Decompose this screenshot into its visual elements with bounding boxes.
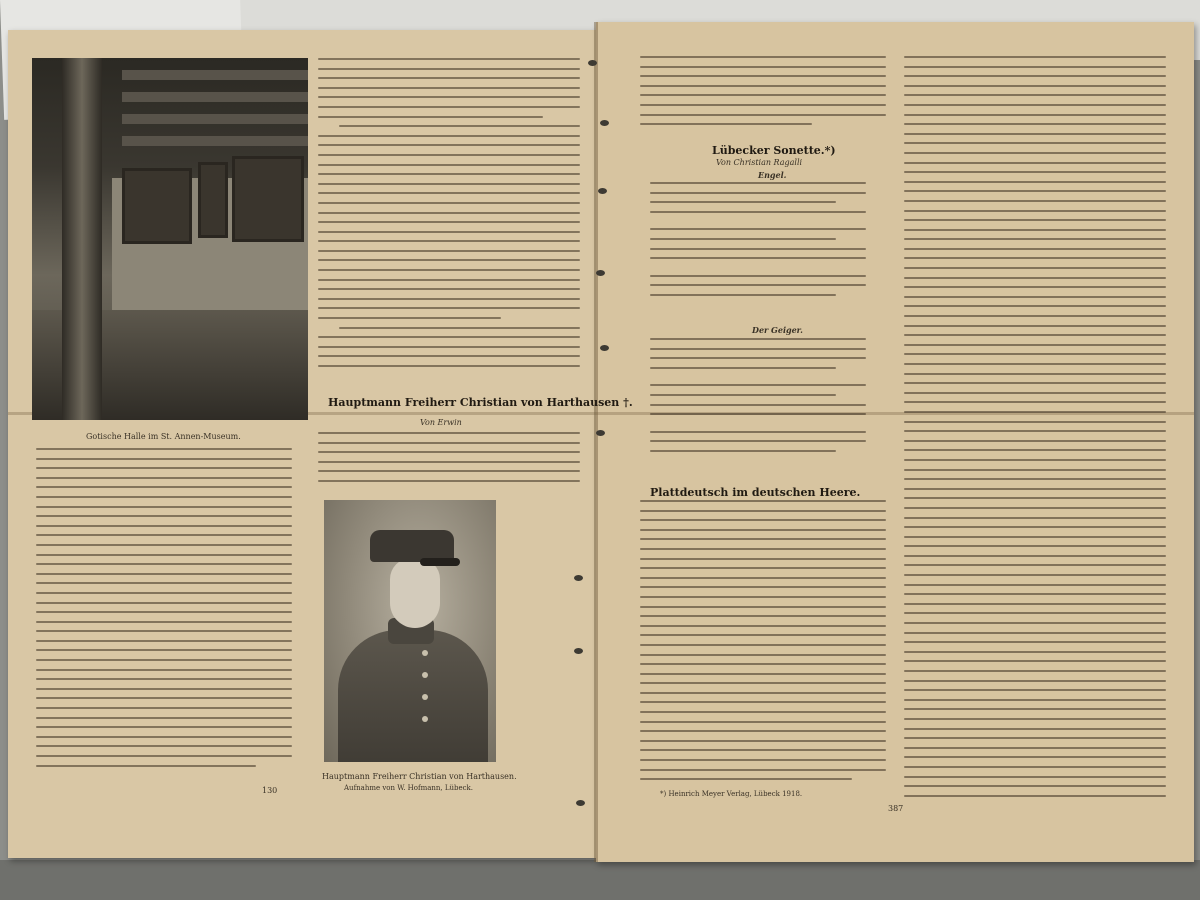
binding-hole — [588, 60, 597, 66]
left-page-number: 130 — [262, 786, 278, 795]
museum-hall-photo — [32, 58, 308, 420]
interior-photo-caption: Gotische Halle im St. Annen-Museum. — [86, 432, 241, 441]
poem-one-title: Engel. — [758, 170, 787, 180]
poem-one-text — [650, 182, 866, 320]
binding-hole — [598, 188, 607, 194]
binding-hole — [600, 345, 609, 351]
right-page-right-column-text — [904, 56, 1166, 798]
poems-byline: Von Christian Ragalli — [716, 158, 803, 167]
portrait-credit: Aufnahme von W. Hofmann, Lübeck. — [344, 784, 474, 792]
left-page-body-text — [36, 448, 292, 778]
poem-two-text — [650, 338, 866, 476]
dialect-article-text — [640, 500, 886, 782]
right-page-top-text — [640, 56, 886, 132]
binding-hole — [600, 120, 609, 126]
center-spine — [594, 22, 598, 862]
obituary-intro-text — [318, 58, 580, 388]
binding-hole — [574, 575, 583, 581]
obituary-byline: Von Erwin — [420, 418, 462, 427]
binding-hole — [576, 800, 585, 806]
poems-title: Lübecker Sonette.*) — [712, 144, 836, 157]
binding-hole — [596, 270, 605, 276]
right-page-number: 387 — [888, 804, 904, 813]
footnote: *) Heinrich Meyer Verlag, Lübeck 1918. — [660, 790, 803, 798]
officer-portrait-photo — [324, 500, 496, 762]
dialect-article-title: Plattdeutsch im deutschen Heere. — [650, 486, 861, 499]
portrait-caption: Hauptmann Freiherr Christian von Harthausen. — [322, 772, 517, 781]
poem-two-title: Der Geiger. — [752, 325, 803, 335]
obituary-body-text — [318, 432, 580, 488]
binding-hole — [574, 648, 583, 654]
binding-hole — [596, 430, 605, 436]
background-surface — [0, 860, 1200, 900]
obituary-title: Hauptmann Freiherr Christian von Harthausen †. — [328, 396, 633, 409]
